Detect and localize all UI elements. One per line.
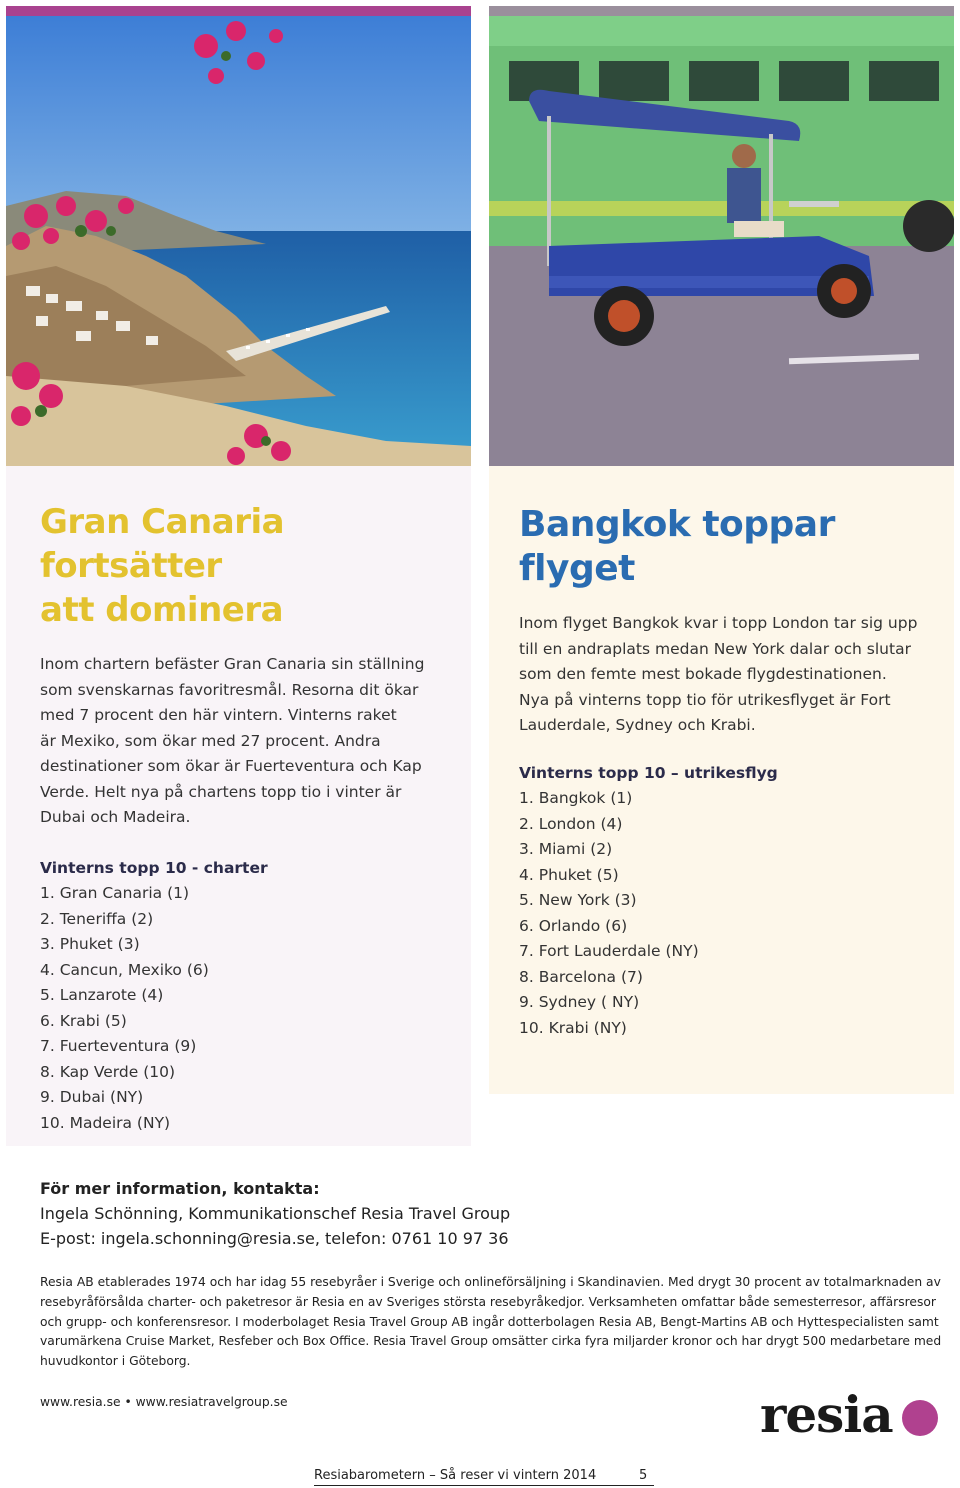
list-item: 9. Dubai (NY) [40, 1088, 144, 1106]
list-item: 8. Barcelona (7) [519, 967, 643, 986]
flight-heading: Bangkok toppar flyget [519, 504, 835, 589]
footer-underline [314, 1485, 654, 1486]
list-item: 8. Kap Verde (10) [40, 1062, 176, 1081]
list-item: 6. Orlando (6) [519, 916, 628, 935]
charter-top10-list [40, 881, 460, 1136]
about-line: och grupp- och konferensresor. I moderbolaget Resia Travel Group AB ingår dotterbolagen Resia AB, Bengt-Martins AB och Hyttespecialisten samt [40, 1314, 939, 1329]
list-item: 4. Cancun, Mexiko (6) [40, 960, 209, 979]
charter-paragraph [40, 652, 460, 831]
list-item: 2. Teneriffa (2) [40, 909, 154, 928]
about-line: Resia AB etablerades 1974 och har idag 55 resebyråer i Sverige och onlineförsäljning i Skandinavien. Med drygt 30 procent av totalmarknaden av [40, 1275, 941, 1289]
list-item: 1. Gran Canaria (1) [40, 884, 190, 902]
about-line: varumärkena Cruise Market, Resfeber och Box Office. Resia Travel Group omsätter cirka fyra miljarder kronor och har drygt 500 medarbetare med [40, 1334, 942, 1349]
top-accent-bar-left [6, 6, 471, 16]
list-item: 9. Sydney ( NY) [519, 993, 640, 1011]
list-item: 4. Phuket (5) [519, 865, 619, 884]
list-item: 7. Fuerteventura (9) [40, 1037, 197, 1055]
flight-content [519, 503, 949, 1041]
paragraph-line: destinationer som ökar är Fuerteventura och Kap [40, 757, 422, 775]
resia-logo [760, 1385, 940, 1444]
charter-heading-line-1: Gran Canaria fortsätter [40, 502, 285, 586]
flight-top10-list [519, 786, 949, 1041]
website-links[interactable]: www.resia.se • www.resiatravelgroup.se [40, 1395, 288, 1409]
charter-list-title: Vinterns topp 10 - charter [40, 858, 268, 877]
contact-block [40, 1176, 940, 1251]
paragraph-line: som svenskarnas favoritresmål. Resorna dit ökar [40, 680, 419, 699]
bangkok-tuktuk-photo [489, 6, 954, 466]
paragraph-line: Lauderdale, Sydney och Krabi. [519, 716, 756, 734]
list-item: 5. Lanzarote (4) [40, 986, 164, 1004]
charter-heading-line-2: att dominera [40, 590, 284, 630]
list-item: 3. Miami (2) [519, 840, 613, 858]
contact-title: För mer information, kontakta: [40, 1179, 320, 1198]
list-item: 10. Krabi (NY) [519, 1018, 627, 1037]
paragraph-line: med 7 procent den här vintern. Vinterns raket [40, 706, 397, 724]
footer-title: Resiabarometern – Så reser vi vintern 2014 [314, 1468, 597, 1483]
resia-logo-dot [902, 1400, 938, 1436]
flight-list-title: Vinterns topp 10 – utrikesflyg [519, 763, 778, 782]
paragraph-line: till en andraplats medan New York dalar och slutar [519, 639, 911, 658]
paragraph-line: Verde. Helt nya på chartens topp tio i vinter är [40, 782, 402, 801]
list-item: 7. Fort Lauderdale (NY) [519, 942, 699, 960]
about-resia [40, 1273, 950, 1372]
paragraph-line: är Mexiko, som ökar med 27 procent. Andra [40, 731, 381, 750]
about-line: resebyråförsålda charter- och paketresor är Resia en av Sveriges största resebyråkedjor. Verksamheten omfattar både semesterresor, affärsresor [40, 1294, 936, 1309]
charter-content [40, 500, 460, 1136]
charter-heading [40, 500, 460, 632]
about-line: huvudkontor i Göteborg. [40, 1354, 191, 1369]
list-item: 3. Phuket (3) [40, 935, 140, 953]
list-item: 5. New York (3) [519, 891, 637, 909]
gran-canaria-photo [6, 16, 471, 466]
paragraph-line: Dubai och Madeira. [40, 808, 191, 826]
list-item: 10. Madeira (NY) [40, 1113, 171, 1132]
paragraph-line: Inom flyget Bangkok kvar i topp London tar sig upp [519, 614, 918, 632]
resia-logo-text: resia [760, 1385, 893, 1444]
paragraph-line: Inom chartern befäster Gran Canaria sin ställning [40, 655, 425, 673]
paragraph-line: Nya på vinterns topp tio för utrikesflyget är Fort [519, 690, 891, 709]
page-footer [314, 1468, 654, 1488]
flight-paragraph [519, 611, 949, 739]
page-number: 5 [639, 1468, 648, 1483]
list-item: 2. London (4) [519, 814, 623, 833]
paragraph-line: som den femte mest bokade flygdestinationen. [519, 665, 887, 683]
list-item: 1. Bangkok (1) [519, 789, 633, 807]
list-item: 6. Krabi (5) [40, 1011, 127, 1030]
contact-name: Ingela Schönning, Kommunikationschef Resia Travel Group [40, 1204, 511, 1223]
contact-email-phone[interactable]: E-post: ingela.schonning@resia.se, telefon: 0761 10 97 36 [40, 1229, 509, 1248]
